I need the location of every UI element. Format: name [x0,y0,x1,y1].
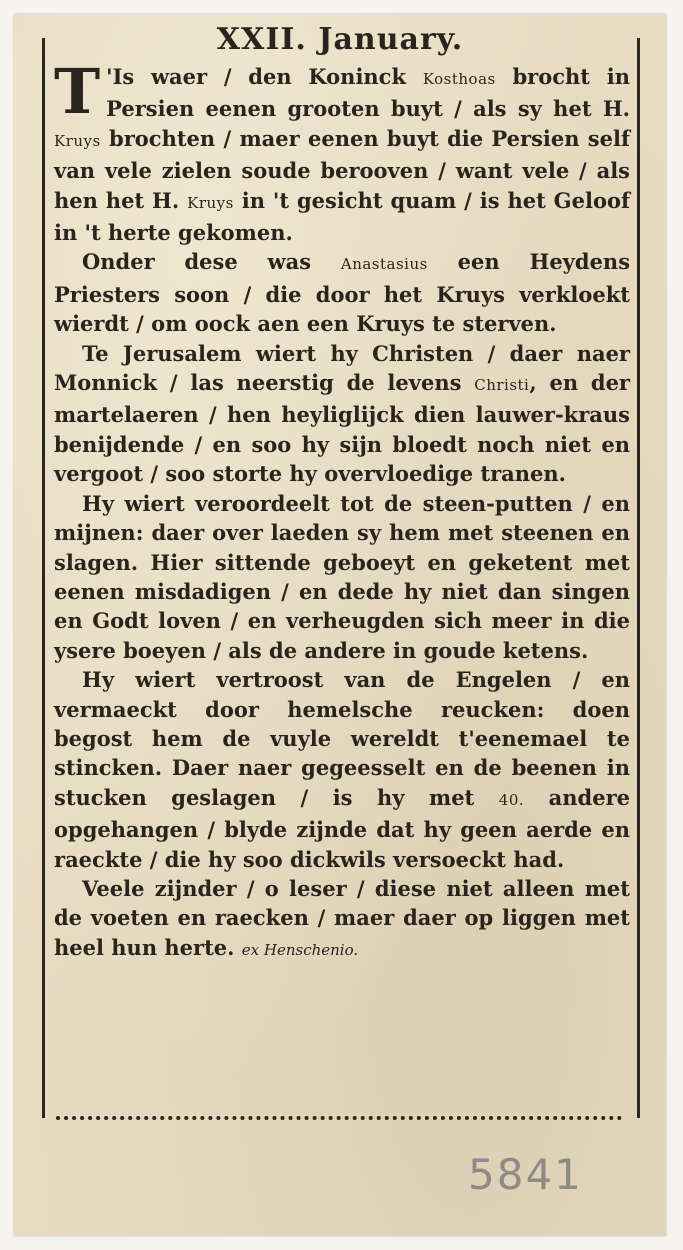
page-title: XXII. January. [216,22,464,57]
source-citation: ex Henschenio. [241,940,359,959]
paragraph-6: Veele zijnder / o leser / diese niet alleen met de voeten en raecken / maer daer op liggen met heel hun herte. ex Henschenio. [54,875,630,960]
paragraph-5: Hy wiert vertroost van de Engelen / en vermaeckt door hemelsche reucken: doen begost hem de vuyle wereldt t'eenemael te stincken. Daer naer gegeesselt en de beenen in stucken geslagen / is hy met 40. andere opgehangen / blyde zijnde dat hy geen aerde en raeckte / die hy soo dickwils versoeckt had. [54,667,631,872]
bottom-rule [56,1116,622,1120]
paragraph-4: Hy wiert veroordeelt tot de steen-putten / en mijnen: daer over laeden sy hem met steenen en slagen. Hier sittende geboeyt en geketent met eenen misdadigen / en dede hy niet dan singen en Godt loven / en verheugden sich meer in die ysere boeyen / als de andere in goude ketens. [54,490,630,663]
body-text [54,55,631,965]
drop-cap: T [54,55,101,128]
paragraph-3: Te Jerusalem wiert hy Christen / daer naer Monnick / las neerstig de levens Christi, en der martelaeren / hen heyliglijck dien lauwer-kraus benijdende / en soo hy sijn bloedt noch niet en vergoot / soo storte hy overvloedige tranen. [54,340,630,487]
paragraph-1: T 'Is waer / den Koninck Kosthoas brocht in Persien eenen grooten buyt / als sy het H. Kruys brochten / maer eenen buyt die Persien self van vele zielen soude berooven / want vele / als hen het H. Kruys in 't gesicht quam / is het Geloof in 't herte gekomen. [54,55,631,246]
catalog-number: 5841 [468,1150,583,1199]
paragraph-2: Onder dese was Anastasius een Heydens Priesters soon / die door het Kruys verkloekt wierdt / om oock aen een Kruys te sterven. [54,249,631,337]
